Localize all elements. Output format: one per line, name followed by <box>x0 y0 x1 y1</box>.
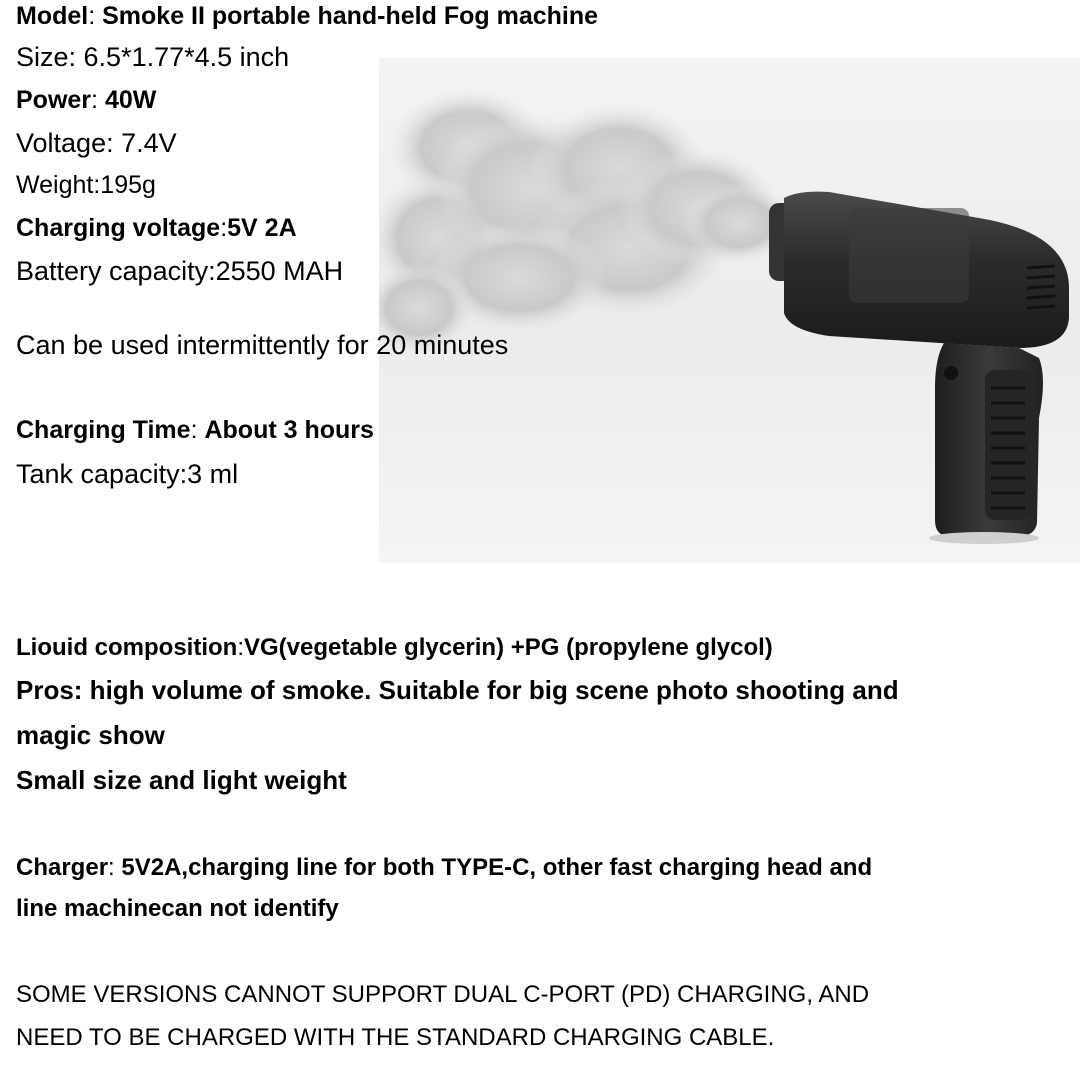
spec-separator: : <box>190 416 205 444</box>
spec-battery: Battery capacity:2550 MAH <box>16 256 344 286</box>
spec-separator: : <box>91 86 105 114</box>
spec-charging-time <box>16 416 374 445</box>
spec-voltage: Voltage: 7.4V <box>16 128 177 158</box>
spec-usage: Can be used intermittently for 20 minutes <box>16 330 509 360</box>
spec-value: 40W <box>104 86 157 114</box>
spec-value: About 3 hours <box>204 416 374 444</box>
fog-cloud <box>379 88 794 353</box>
detail-charger-line2: line machinecan not identify <box>16 895 339 922</box>
spec-weight: Weight:195g <box>16 171 156 199</box>
detail-separator: : <box>237 634 244 661</box>
detail-charger <box>16 854 872 882</box>
product-photo <box>379 58 1080 563</box>
spec-tank: Tank capacity:3 ml <box>16 459 239 489</box>
spec-separator: : <box>220 214 228 242</box>
spec-value: 5V 2A <box>227 214 297 242</box>
detail-label: Charger <box>16 854 109 881</box>
detail-pros-line2: magic show <box>16 720 165 750</box>
spec-label: Charging Time <box>16 416 191 444</box>
spec-label: Charging voltage <box>16 214 221 242</box>
warning-line1: SOME VERSIONS CANNOT SUPPORT DUAL C-PORT (PD) CHARGING, AND <box>16 981 870 1008</box>
spec-separator: : <box>88 2 103 30</box>
detail-small-size: Small size and light weight <box>16 765 347 795</box>
fog-machine-illustration <box>379 58 1080 563</box>
spec-label: Power <box>16 86 92 114</box>
spec-model <box>16 2 598 31</box>
spec-label: Model <box>16 2 89 30</box>
detail-value: VG(vegetable glycerin) +PG (propylene glycol) <box>243 634 773 661</box>
detail-pros-line1: Pros: high volume of smoke. Suitable for big scene photo shooting and <box>16 675 899 705</box>
spec-power <box>16 86 156 115</box>
fog-machine <box>769 192 1069 544</box>
spec-charging-voltage <box>16 214 297 243</box>
spec-value: Smoke II portable hand-held Fog machine <box>102 2 599 30</box>
spec-size: Size: 6.5*1.77*4.5 inch <box>16 42 290 72</box>
detail-value: 5V2A,charging line for both TYPE-C, other fast charging head and <box>121 854 873 881</box>
detail-separator: : <box>108 854 122 881</box>
warning-line2: NEED TO BE CHARGED WITH THE STANDARD CHARGING CABLE. <box>16 1024 775 1051</box>
detail-label: Liouid composition <box>16 634 238 661</box>
detail-liquid <box>16 634 773 662</box>
